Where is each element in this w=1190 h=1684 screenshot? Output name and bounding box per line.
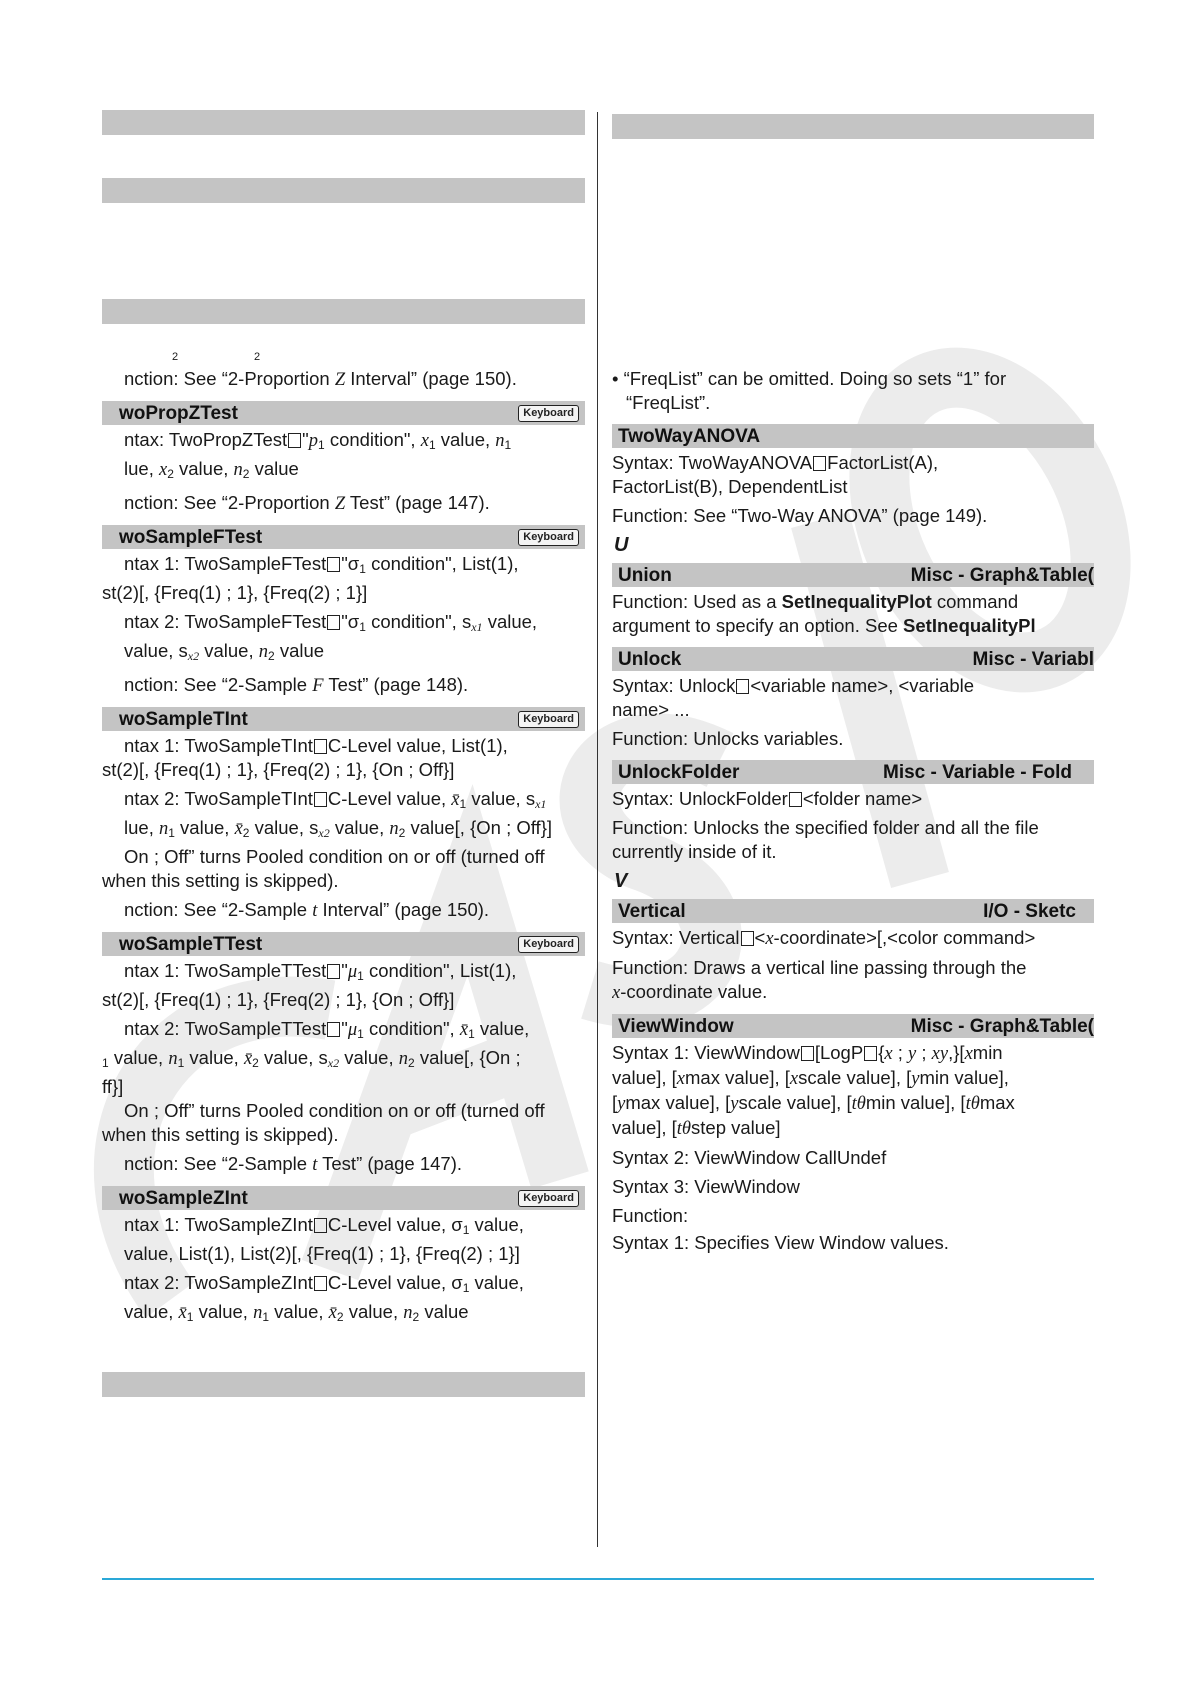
- function-label: Function:: [612, 1205, 689, 1226]
- space-symbol-icon: [327, 1022, 340, 1037]
- syntax3-line: Syntax 3: ViewWindow: [612, 1176, 800, 1197]
- entry-header-twosampletint: [102, 707, 585, 731]
- entry-header-vertical: [612, 899, 1094, 923]
- freqlist-note: • “FreqList” can be omitted. Doing so sets “1” for: [612, 368, 1007, 389]
- entry-header-twopropztest: [102, 401, 585, 425]
- entry-category: Misc - Graph&Table(: [910, 1016, 1094, 1037]
- entry-title: Vertical: [618, 901, 686, 922]
- function-line-cont: x-coordinate value.: [612, 981, 768, 1003]
- section-bar-empty-right: [612, 114, 1094, 139]
- syntax2-line-cont: value, $s_{x2}$ value, $n_2$ value: [124, 640, 325, 663]
- entry-title: Union: [618, 565, 672, 586]
- section-bar-empty-3: [102, 299, 585, 324]
- entry-title: woSampleTTest: [119, 934, 263, 955]
- column-divider: [597, 112, 598, 1547]
- section-letter-v: V: [614, 870, 628, 892]
- space-symbol-icon: [327, 557, 340, 572]
- note-line: On ; Off” turns Pooled condition on or off (turned off: [124, 1100, 545, 1121]
- function-line-cont: argument to specify an option. See SetInequalityPl: [612, 615, 1036, 636]
- note-line: On ; Off” turns Pooled condition on or off (turned off: [124, 846, 545, 867]
- syntax2-line: ntax 2: TwoSampleTTest "$\mu_1$ condition", $x̄_1$ value,: [124, 1018, 530, 1041]
- entry-header-twosampleftest: [102, 525, 585, 549]
- entry-header-unlock: [612, 647, 1094, 671]
- entry-title: Unlock: [618, 649, 682, 670]
- function-line: Function: Draws a vertical line passing through the: [612, 957, 1027, 978]
- space-symbol-icon: [314, 1276, 327, 1291]
- syntax1-line-cont: st(2)[, {Freq(1) ; 1}, {Freq(2) ; 1}, {On ; Off}]: [102, 989, 455, 1010]
- superscript-row: 2 2: [172, 351, 261, 363]
- keyboard-badge: Keyboard: [518, 529, 579, 546]
- keyboard-badge: Keyboard: [518, 1190, 579, 1207]
- keyboard-badge: Keyboard: [518, 405, 579, 422]
- function-line: nction: See “2-Sample t Interval” (page 150).: [124, 899, 490, 921]
- function-line: Function: See “Two-Way ANOVA” (page 149).: [612, 505, 988, 526]
- syntax2-line-cont: $_1$ value, $n_1$ value, $x̄_2$ value, $s_{x2}$ value, $n_2$ value[, {On ;: [102, 1047, 521, 1070]
- syntax2-line-cont2: ff}]: [102, 1076, 124, 1097]
- syntax1-line: ntax 1: TwoSampleTInt C-Level value, List(1),: [124, 735, 508, 756]
- syntax1-line: ntax 1: TwoSampleTTest "$\mu_1$ condition", List(1),: [124, 960, 517, 983]
- syntax2-line: ntax 2: TwoSampleFTest "$\sigma_1$ condition", $s_{x1}$ value,: [124, 611, 538, 634]
- syntax1-line-cont: st(2)[, {Freq(1) ; 1}, {Freq(2) ; 1}]: [102, 582, 368, 603]
- note-line-cont: when this setting is skipped).: [102, 1124, 339, 1145]
- entry-title: woPropZTest: [119, 403, 238, 424]
- function-line-cont: currently inside of it.: [612, 841, 777, 862]
- syntax1-line-cont: value, List(1), List(2)[, {Freq(1) ; 1}, {Freq(2) ; 1}]: [124, 1243, 520, 1264]
- syntax1-line: Syntax 1: ViewWindow [LogP {x ; y ; xy,}[xmin: [612, 1042, 1003, 1064]
- syntax1-line-2: value], [xmax value], [xscale value], [ymin value],: [612, 1067, 1009, 1089]
- entry-title: TwoWayANOVA: [618, 426, 761, 447]
- note-line-cont: when this setting is skipped).: [102, 870, 339, 891]
- syntax-line: Syntax: TwoWayANOVA FactorList(A),: [612, 452, 939, 473]
- syntax1-line: ntax 1: TwoSampleZInt C-Level value, $\sigma_1$ value,: [124, 1214, 524, 1237]
- function-line: nction: See “2-Proportion Z Test” (page 147).: [124, 492, 490, 514]
- freqlist-note-cont: “FreqList”.: [626, 392, 711, 413]
- function-line: Function: Unlocks the specified folder and all the file: [612, 817, 1039, 838]
- syntax1-line: ntax 1: TwoSampleFTest "$\sigma_1$ condition", List(1),: [124, 553, 519, 576]
- function-syntax1-line: Syntax 1: Specifies View Window values.: [612, 1232, 949, 1253]
- syntax-line: Syntax: UnlockFolder <folder name>: [612, 788, 923, 809]
- entry-title: ViewWindow: [618, 1016, 734, 1037]
- space-symbol-icon: [314, 1218, 327, 1233]
- function-line: nction: See “2-Sample F Test” (page 148).: [124, 674, 469, 696]
- syntax2-line: ntax 2: TwoSampleZInt C-Level value, $\sigma_1$ value,: [124, 1272, 524, 1295]
- entry-title: woSampleTInt: [119, 709, 248, 730]
- twopropzint-function: nction: See “2-Proportion Z Interval” (page 150).: [124, 368, 517, 390]
- section-letter-u: U: [614, 534, 629, 556]
- section-bar-empty-1: [102, 110, 585, 135]
- syntax-line: Syntax: Unlock <variable name>, <variable: [612, 675, 975, 696]
- keyboard-badge: Keyboard: [518, 711, 579, 728]
- space-symbol-icon: [864, 1046, 877, 1061]
- entry-category: Misc - Graph&Table(: [910, 565, 1094, 586]
- left-column: [102, 110, 585, 1550]
- section-bar-empty-2: [102, 178, 585, 203]
- keyboard-badge: Keyboard: [518, 936, 579, 953]
- space-symbol-icon: [327, 615, 340, 630]
- space-symbol-icon: [314, 739, 327, 754]
- entry-title: woSampleFTest: [119, 527, 263, 548]
- syntax-line: Syntax: Vertical <x-coordinate>[,<color command>: [612, 927, 1036, 949]
- space-symbol-icon: [813, 456, 826, 471]
- entry-header-viewwindow: [612, 1014, 1094, 1038]
- space-symbol-icon: [741, 931, 754, 946]
- syntax-line: ntax: TwoPropZTest "$p_1$ condition", $x_1$ value, $n_1$: [124, 429, 512, 452]
- entry-category: Misc - Variabl: [972, 649, 1094, 670]
- syntax2-line-cont: value, $x̄_1$ value, $n_1$ value, $x̄_2$ value, $n_2$ value: [124, 1301, 469, 1324]
- syntax2-line: ntax 2: TwoSampleTInt C-Level value, $x̄_1$ value, $s_{x1}$: [124, 788, 547, 811]
- function-line: Function: Used as a SetInequalityPlot command: [612, 591, 1019, 612]
- entry-header-twowayanova: [612, 424, 1094, 448]
- space-symbol-icon: [288, 433, 301, 448]
- space-symbol-icon: [789, 792, 802, 807]
- entry-header-twosamplezint: [102, 1186, 585, 1210]
- syntax2-line: Syntax 2: ViewWindow CallUndef: [612, 1147, 887, 1168]
- entry-header-twosamplettest: [102, 932, 585, 956]
- entry-title: woSampleZInt: [119, 1188, 248, 1209]
- syntax-line-cont: name> ...: [612, 699, 690, 720]
- section-bar-empty-4: [102, 1372, 585, 1397]
- entry-category: Misc - Variable - Fold: [883, 762, 1072, 783]
- entry-title: UnlockFolder: [618, 762, 740, 783]
- entry-header-unlockfolder: [612, 760, 1094, 784]
- entry-category: I/O - Sketc: [983, 901, 1076, 922]
- syntax1-line-cont: st(2)[, {Freq(1) ; 1}, {Freq(2) ; 1}, {On ; Off}]: [102, 759, 455, 780]
- space-symbol-icon: [801, 1046, 814, 1061]
- syntax2-line-cont: lue, $n_1$ value, $x̄_2$ value, $s_{x2}$ value, $n_2$ value[, {On ; Off}]: [124, 817, 553, 840]
- right-column: [612, 110, 1094, 1550]
- function-line: nction: See “2-Sample t Test” (page 147).: [124, 1153, 462, 1175]
- syntax-line-cont: lue, $x_2$ value, $n_2$ value: [124, 458, 299, 481]
- syntax-line-cont: FactorList(B), DependentList: [612, 476, 848, 497]
- syntax1-line-4: value], [tθstep value]: [612, 1117, 781, 1139]
- space-symbol-icon: [327, 964, 340, 979]
- function-line: Function: Unlocks variables.: [612, 728, 844, 749]
- syntax1-line-3: [ymax value], [yscale value], [tθmin value], [tθmax: [612, 1092, 1015, 1114]
- space-symbol-icon: [736, 679, 749, 694]
- space-symbol-icon: [314, 792, 327, 807]
- entry-header-union: [612, 563, 1094, 587]
- footer-rule: [102, 1578, 1094, 1580]
